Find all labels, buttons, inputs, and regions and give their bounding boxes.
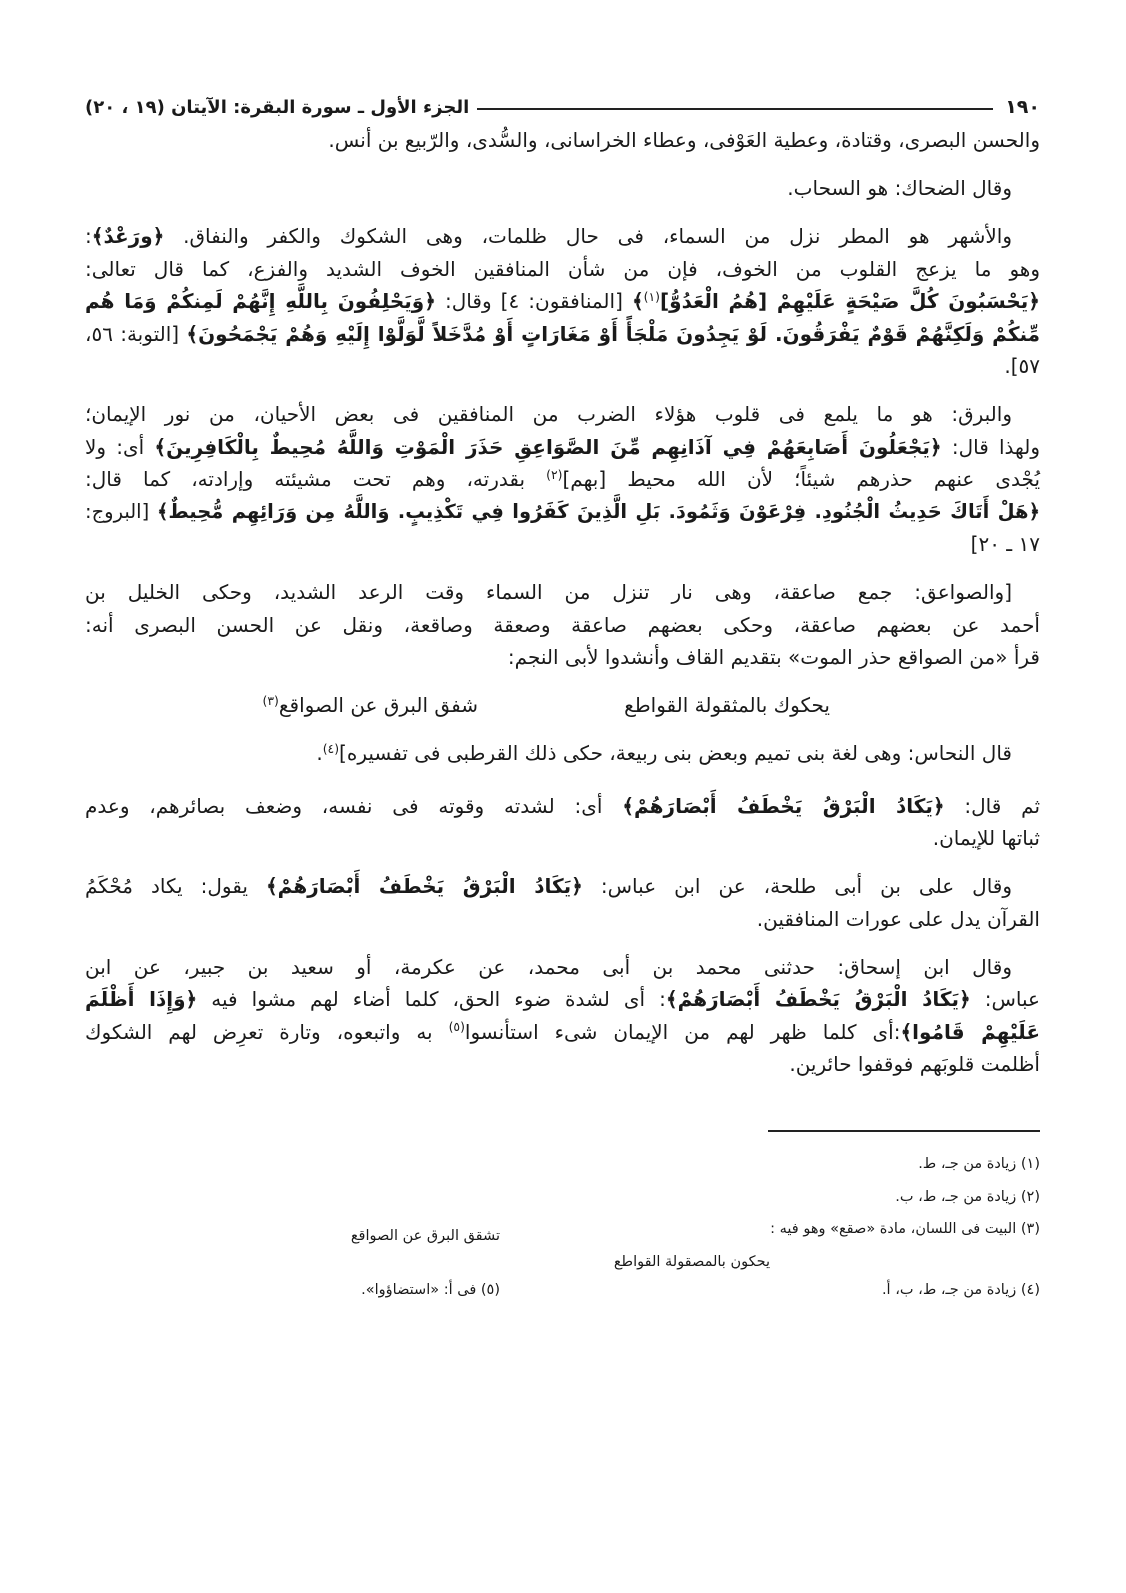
quran-quote: ﴾: [631, 289, 644, 313]
text-line: [85, 172, 1040, 205]
quran-quote: ﴿يَكَادُ الْبَرْقُ يَخْطَفُ أَبْصَارَهُمْ﴾: [665, 987, 971, 1011]
quran-quote: ﴿وَيَحْلِفُونَ بِاللَّهِ إِنَّهُمْ لَمِنكُمْ وَمَا هُم: [85, 289, 436, 313]
text-line: [85, 1048, 1040, 1081]
text-line: [85, 398, 1040, 431]
paragraph: [85, 172, 1040, 205]
text-line: [85, 641, 1040, 674]
footnote: (٥) فى أ: «استضاؤوا».: [361, 1282, 500, 1298]
text-run: وقال ابن إسحاق: حدثنى محمد بن أبى محمد، عن عكرمة، أو سعيد بن جبير، عن ابن: [85, 954, 1012, 979]
text-line: [85, 576, 1040, 609]
text-run: عباس:: [970, 987, 1040, 1011]
footnotes: [85, 1148, 1040, 1318]
text-line: [85, 609, 1040, 642]
text-line: [85, 253, 1040, 286]
text-run: أى: لشدته وقوته فى نفسه، وضعف بصائرهم، وعدم: [85, 793, 623, 818]
text-line: [85, 285, 1040, 318]
paragraph: [85, 790, 1040, 855]
quran-quote: مِّنكُمْ وَلَكِنَّهُمْ قَوْمٌ يَفْرَقُونَ. لَوْ يَجِدُونَ مَلْجَأً أَوْ مَغَارَاتٍ أَوْ مُدَّخَلاً لَّوَلَّوْا إِلَيْهِ وَهُمْ يَجْمَحُونَ﴾: [186, 321, 1040, 346]
text-run: ثباتها للإيمان.: [932, 826, 1040, 850]
quran-quote: ﴿يَحْسَبُونَ كُلَّ صَيْحَةٍ عَلَيْهِمْ [هُمُ الْعَدُوُّ]: [660, 289, 1041, 313]
quran-quote: عَلَيْهِمْ قَامُوا﴾: [900, 1019, 1040, 1044]
text-run: والحسن البصرى، وقتادة، وعطية العَوْفى، وعطاء الخراسانى، والسُّدى، والرّبيع بن أنس.: [328, 128, 1040, 152]
text-run: ٥٧].: [1004, 354, 1040, 378]
text-line: [85, 903, 1040, 936]
verse-hemistich-text: شفق البرق عن الصواقع: [278, 693, 478, 717]
text-line: [85, 790, 1040, 823]
text-run: يقول: يكاد مُحْكَمُ: [85, 874, 266, 898]
text-line: [85, 737, 1040, 770]
footnote-verse-hemistich: يحكون بالمصقولة القواطع: [613, 1254, 770, 1270]
text-run: أحمد عن بعضهم صاعقة، وحكى بعضهم صاعقة وصعقة وصاقعة، ونقل عن الحسن البصرى أنه:: [85, 612, 1040, 637]
footnote: (١) زيادة من جـ، ط.: [918, 1156, 1040, 1172]
text-run: .: [316, 741, 323, 765]
text-line: [85, 431, 1040, 464]
text-run: أى: ولا: [85, 434, 155, 459]
text-line: [85, 350, 1040, 383]
footnote: (٢) زيادة من جـ، ط، ب.: [895, 1188, 1040, 1205]
text-line: [85, 496, 1040, 529]
paragraph: [85, 870, 1040, 935]
quran-quote: ﴿هَلْ أَتَاكَ حَدِيثُ الْجُنُودِ. فِرْعَوْنَ وَثَمُودَ. بَلِ الَّذِينَ كَفَرُوا فِي تَكْذِيبٍ. وَاللَّهُ مِن وَرَائِهِم مُّحِيطٌ﴾: [156, 499, 1040, 523]
footnote-ref: (٢): [546, 466, 563, 482]
quran-quote: ﴿وَإِذَا أَظْلَمَ: [85, 987, 198, 1011]
running-title: الجزء الأول ـ سورة البقرة: الآيتان (١٩ ، ٢٠): [85, 96, 470, 118]
text-run: أظلمت قلوبَهم فوقفوا حائرين.: [789, 1052, 1040, 1076]
text-run: وهو ما يزعج القلوب من الخوف، فإن من شأن المنافقين الخوف الشديد والفزع، كما قال تعالى:: [85, 256, 1040, 281]
quran-quote: ﴿ورَعْدٌ﴾: [91, 224, 165, 248]
footnote: (٤) زيادة من جـ، ط، ب، أ.: [881, 1282, 1040, 1298]
text-line: [85, 951, 1040, 984]
footnote-separator: [768, 1130, 1040, 1132]
text-run: : أى لشدة ضوء الحق، كلما أضاء لهم مشوا فيه: [197, 987, 666, 1011]
text-run: والبرق: هو ما يلمع فى قلوب هؤلاء الضرب من المنافقين فى بعض الأحيان، من نور الإيمان؛: [85, 402, 1012, 426]
text-line: [85, 124, 1040, 157]
main-text: [85, 124, 1040, 1081]
footnote-verse-hemistich: تشقق البرق عن الصواقع: [350, 1228, 500, 1244]
text-line: [85, 318, 1040, 351]
quran-quote: ﴿يَجْعَلُونَ أَصَابِعَهُمْ فِي آذَانِهِم مِّنَ الصَّوَاعِقِ حَذَرَ الْمَوْتِ وَاللَّهُ مُحِيطٌ بِالْكَافِرِينَ﴾: [154, 434, 942, 459]
text-run: [المنافقون: ٤] وقال:: [435, 289, 632, 313]
text-line: [85, 1016, 1040, 1049]
footnote-ref: (٤): [322, 740, 340, 756]
text-run: :أى كلما ظهر لهم من الإيمان شىء استأنسوا: [464, 1019, 901, 1044]
text-line: [85, 983, 1040, 1016]
text-line: [85, 822, 1040, 855]
footnote: (٣) البيت فى اللسان، مادة «صقع» وهو فيه :: [770, 1221, 1040, 1237]
text-run: ١٧ ـ ٢٠]: [970, 532, 1040, 556]
text-run: ولهذا قال:: [941, 434, 1040, 459]
text-run: وقال على بن أبى طلحة، عن ابن عباس:: [582, 874, 1013, 898]
running-header: [85, 92, 1040, 122]
verse-hemistich: يحكوك بالمثقولة القواطع: [624, 693, 830, 717]
verse-line: [85, 689, 1040, 722]
text-run: بقدرته، وهم تحت مشيئته وإرادته، كما قال:: [85, 467, 547, 491]
text-run: وقال الضحاك: هو السحاب.: [787, 176, 1012, 200]
quran-quote: ﴿يَكَادُ الْبَرْقُ يَخْطَفُ أَبْصَارَهُمْ﴾: [622, 793, 945, 818]
page-number: ١٩٠: [1005, 96, 1040, 118]
text-run: قرأ «من الصواقع حذر الموت» بتقديم القاف وأنشدوا لأبى النجم:: [507, 645, 1040, 669]
text-run: :: [85, 224, 92, 248]
paragraph: [85, 576, 1040, 674]
paragraph: [85, 398, 1040, 561]
header-rule: [477, 108, 993, 110]
text-line: [85, 463, 1040, 496]
text-line: [85, 220, 1040, 253]
text-line: [85, 870, 1040, 903]
text-run: قال النحاس: وهى لغة بنى تميم وبعض بنى ربيعة، حكى ذلك القرطبى فى تفسيره]: [339, 741, 1012, 765]
verse-hemistich: [263, 689, 478, 722]
paragraph: [85, 220, 1040, 383]
text-run: ثم قال:: [944, 793, 1041, 818]
text-line: [85, 528, 1040, 561]
quran-quote: ﴿يَكَادُ الْبَرْقُ يَخْطَفُ أَبْصَارَهُمْ﴾: [265, 874, 583, 898]
footnote-ref: (١): [643, 288, 661, 304]
text-run: به واتبعوه، وتارة تعرِض لهم الشكوك: [85, 1019, 449, 1044]
footnote-ref: (٥): [448, 1019, 465, 1035]
paragraph: [85, 124, 1040, 157]
text-run: [التوبة: ٥٦،: [85, 321, 187, 346]
text-run: يُجْدى عنهم حذرهم شيئاً؛ لأن الله محيط [بهم]: [562, 467, 1041, 491]
paragraph: [85, 951, 1040, 1081]
text-run: [البروج:: [85, 499, 157, 523]
paragraph: [85, 737, 1040, 770]
footnote-ref: (٣): [262, 692, 279, 708]
text-run: [والصواعق: جمع صاعقة، وهى نار تنزل من السماء وقت الرعد الشديد، وحكى الخليل بن: [85, 580, 1012, 604]
text-run: القرآن يدل على عورات المنافقين.: [756, 906, 1040, 931]
text-run: والأشهر هو المطر نزل من السماء، فى حال ظلمات، وهى الشكوك والكفر والنفاق.: [164, 224, 1012, 248]
